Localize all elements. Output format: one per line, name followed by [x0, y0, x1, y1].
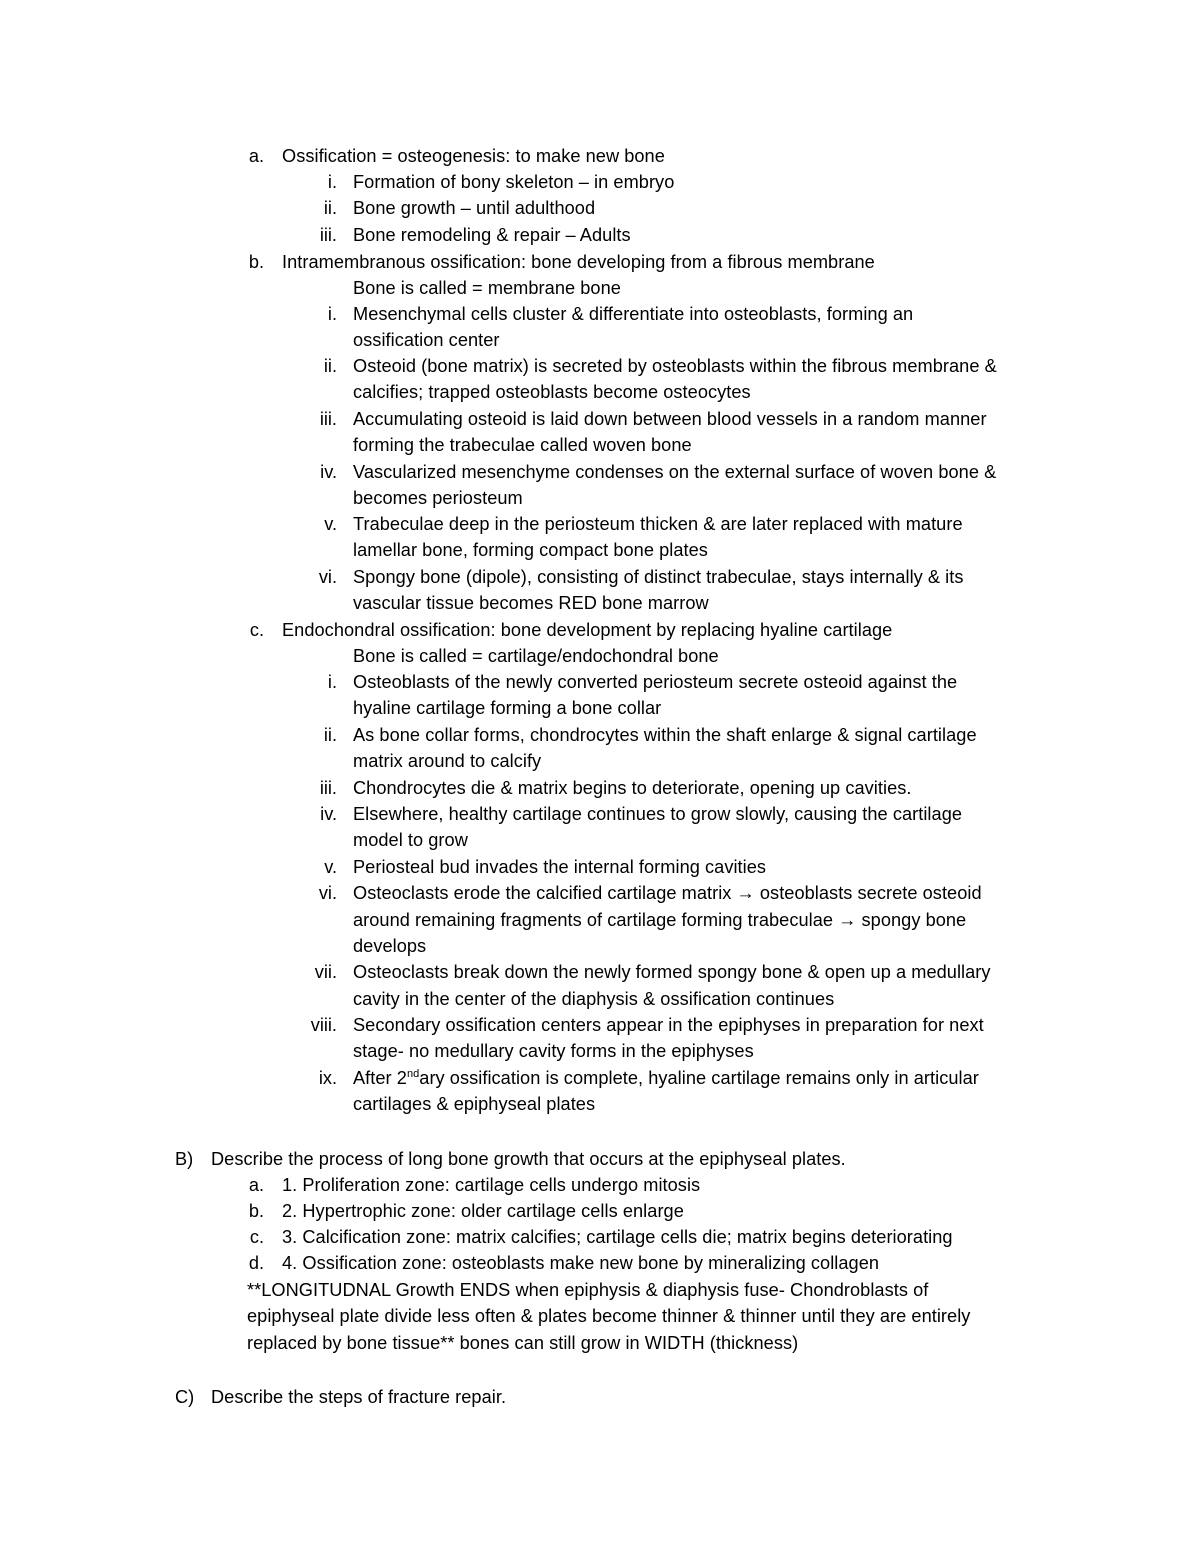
- section-note: **LONGITUDNAL Growth ENDS when epiphysis & diaphysis fuse- Chondroblasts of: [247, 1280, 929, 1300]
- sublist-item-text: cartilages & epiphyseal plates: [353, 1094, 596, 1114]
- sublist-marker: iv.: [320, 804, 337, 824]
- list-marker: b.: [248, 1201, 264, 1221]
- sublist-item-text: [353, 1065, 979, 1091]
- sublist-item-text: Chondrocytes die & matrix begins to deteriorate, opening up cavities.: [353, 778, 912, 798]
- sublist-item-text: ossification center: [353, 330, 500, 350]
- sublist-marker: iii.: [319, 778, 337, 798]
- sublist-item-text: Vascularized mesenchyme condenses on the external surface of woven bone &: [353, 462, 997, 482]
- sublist-item-text: hyaline cartilage forming a bone collar: [353, 698, 662, 718]
- sublist-item-text: Osteoclasts erode the calcified cartilage matrix → osteoblasts secrete osteoid: [353, 883, 982, 903]
- list-marker: a.: [248, 146, 264, 166]
- section-note: replaced by bone tissue** bones can still grow in WIDTH (thickness): [247, 1333, 799, 1353]
- sublist-item-text: Accumulating osteoid is laid down between blood vessels in a random manner: [353, 409, 987, 429]
- list-item-text: 3. Calcification zone: matrix calcifies; cartilage cells die; matrix begins deteriorating: [282, 1227, 953, 1247]
- ordinal-superscript: nd: [406, 1067, 420, 1080]
- sublist-marker: vi.: [318, 567, 337, 587]
- sublist-marker: vi.: [318, 883, 337, 903]
- sublist-marker: ix.: [318, 1068, 337, 1088]
- list-marker: c.: [249, 1227, 264, 1247]
- section-marker: C): [175, 1387, 195, 1407]
- list-marker: b.: [248, 252, 264, 272]
- sublist-item-text: becomes periosteum: [353, 488, 523, 508]
- sublist-item-text: stage- no medullary cavity forms in the epiphyses: [353, 1041, 754, 1061]
- sublist-marker: iii.: [319, 409, 337, 429]
- list-marker: c.: [249, 620, 264, 640]
- list-marker: d.: [248, 1253, 264, 1273]
- sublist-item-text: matrix around to calcify: [353, 751, 542, 771]
- sublist-item-text: model to grow: [353, 830, 468, 850]
- text-run: ary ossification is complete, hyaline cartilage remains only in articular: [419, 1068, 979, 1088]
- sublist-item-text: Secondary ossification centers appear in the epiphyses in preparation for next: [353, 1015, 984, 1035]
- section-marker: B): [175, 1149, 194, 1169]
- sublist-marker: i.: [327, 304, 337, 324]
- sublist-marker: i.: [327, 172, 337, 192]
- list-marker: a.: [248, 1175, 264, 1195]
- sublist-item-text: Osteoid (bone matrix) is secreted by osteoblasts within the fibrous membrane &: [353, 356, 997, 376]
- sublist-marker: viii.: [310, 1015, 337, 1035]
- sublist-marker: v.: [324, 857, 337, 877]
- sublist-item-text: around remaining fragments of cartilage forming trabeculae → spongy bone: [353, 910, 967, 930]
- sublist-item-text: forming the trabeculae called woven bone: [353, 435, 692, 455]
- section-heading: Describe the process of long bone growth that occurs at the epiphyseal plates.: [211, 1149, 846, 1169]
- list-item-text: 2. Hypertrophic zone: older cartilage cells enlarge: [282, 1201, 684, 1221]
- sublist-marker: ii.: [323, 356, 337, 376]
- sublist-marker: iii.: [319, 225, 337, 245]
- sublist-item-text: Formation of bony skeleton – in embryo: [353, 172, 675, 192]
- sublist-item-text: Osteoclasts break down the newly formed spongy bone & open up a medullary: [353, 962, 991, 982]
- sublist-item-text: calcifies; trapped osteoblasts become osteocytes: [353, 382, 751, 402]
- sublist-item-text: Spongy bone (dipole), consisting of distinct trabeculae, stays internally & its: [353, 567, 964, 587]
- list-item-text: 4. Ossification zone: osteoblasts make new bone by mineralizing collagen: [282, 1253, 880, 1273]
- list-item-note: Bone is called = cartilage/endochondral bone: [353, 646, 719, 666]
- sublist-marker: v.: [324, 514, 337, 534]
- sublist-marker: i.: [327, 672, 337, 692]
- text-run: After 2: [353, 1068, 407, 1088]
- list-item-text: 1. Proliferation zone: cartilage cells undergo mitosis: [282, 1175, 701, 1195]
- sublist-item-text: Trabeculae deep in the periosteum thicken & are later replaced with mature: [353, 514, 963, 534]
- sublist-marker: iv.: [320, 462, 337, 482]
- sublist-item-text: Mesenchymal cells cluster & differentiate into osteoblasts, forming an: [353, 304, 914, 324]
- sublist-item-text: As bone collar forms, chondrocytes within the shaft enlarge & signal cartilage: [353, 725, 977, 745]
- list-item-text: Ossification = osteogenesis: to make new bone: [282, 146, 665, 166]
- sublist-marker: vii.: [314, 962, 337, 982]
- sublist-item-text: vascular tissue becomes RED bone marrow: [353, 593, 709, 613]
- sublist-item-text: Bone growth – until adulthood: [353, 198, 596, 218]
- list-item-text: Intramembranous ossification: bone developing from a fibrous membrane: [282, 252, 875, 272]
- section-note: epiphyseal plate divide less often & plates become thinner & thinner until they are entirely: [247, 1306, 971, 1326]
- sublist-item-text: Osteoblasts of the newly converted periosteum secrete osteoid against the: [353, 672, 958, 692]
- sublist-item-text: Elsewhere, healthy cartilage continues to grow slowly, causing the cartilage: [353, 804, 963, 824]
- sublist-item-text: lamellar bone, forming compact bone plates: [353, 540, 708, 560]
- section-heading: Describe the steps of fracture repair.: [211, 1387, 507, 1407]
- sublist-item-text: Periosteal bud invades the internal forming cavities: [353, 857, 767, 877]
- sublist-item-text: develops: [353, 936, 427, 956]
- list-item-text: Endochondral ossification: bone development by replacing hyaline cartilage: [282, 620, 893, 640]
- sublist-item-text: cavity in the center of the diaphysis & ossification continues: [353, 989, 835, 1009]
- sublist-marker: ii.: [323, 725, 337, 745]
- sublist-marker: ii.: [323, 198, 337, 218]
- list-item-note: Bone is called = membrane bone: [353, 278, 621, 298]
- sublist-item-text: Bone remodeling & repair – Adults: [353, 225, 631, 245]
